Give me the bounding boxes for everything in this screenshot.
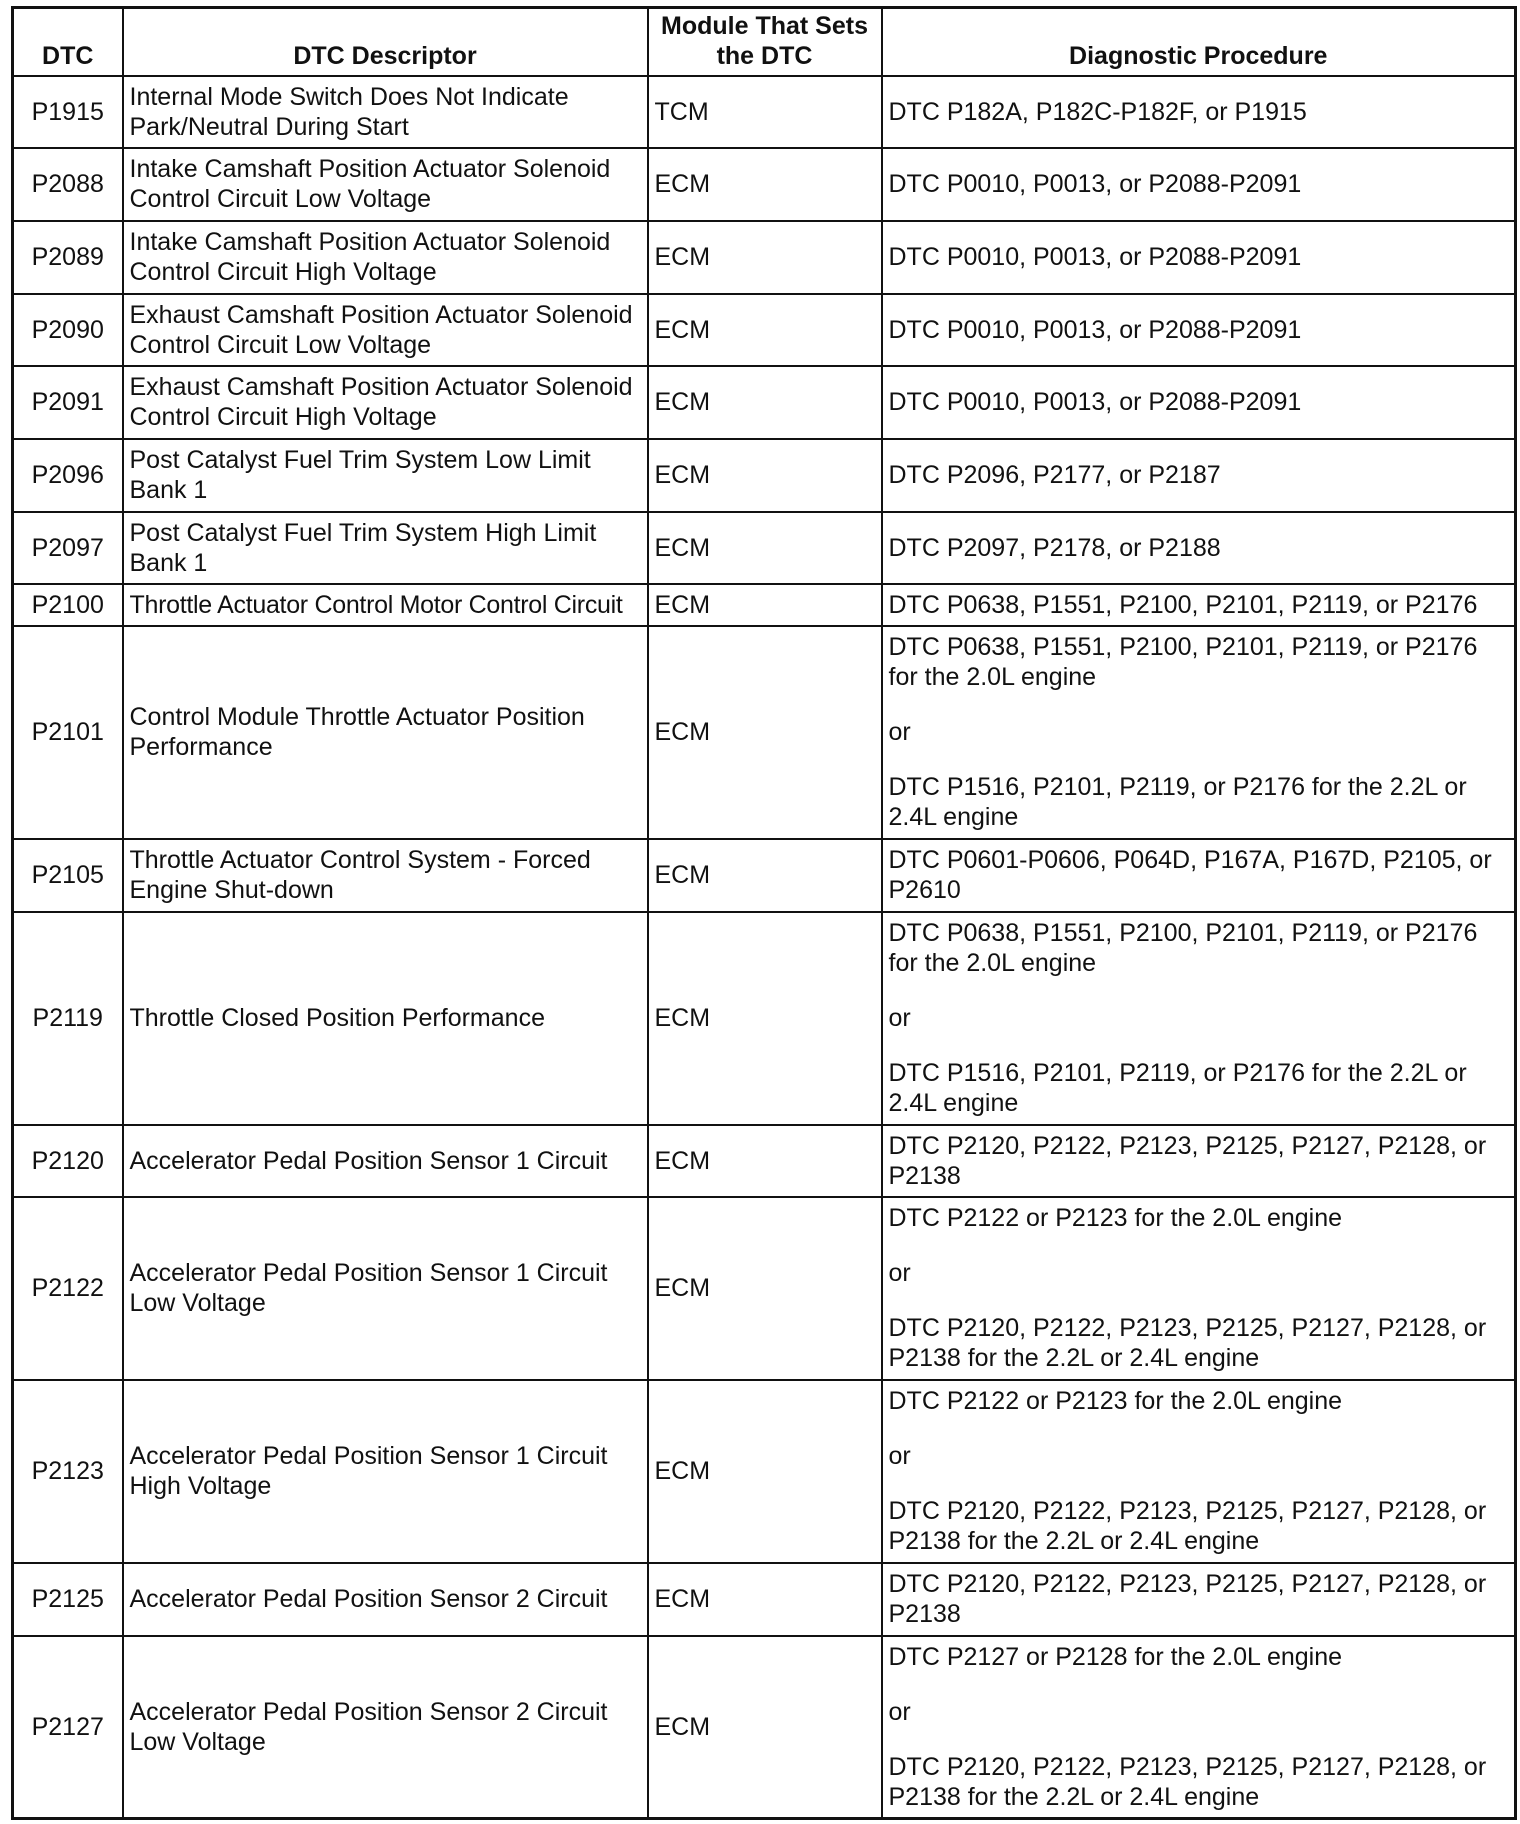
dtc-code: P2127: [13, 1636, 123, 1819]
diagnostic-procedure: [882, 839, 1516, 912]
dtc-code: P2120: [13, 1125, 123, 1197]
procedure-line: DTC P2120, P2122, P2123, P2125, P2127, P2128, or P2138: [888, 1131, 1487, 1190]
diagnostic-procedure: [882, 912, 1516, 1125]
diagnostic-procedure: [882, 1636, 1516, 1819]
module: ECM: [648, 912, 882, 1125]
dtc-code: P2097: [13, 512, 123, 584]
diagnostic-procedure: [882, 626, 1516, 839]
dtc-code: P2088: [13, 148, 123, 221]
table-row: [13, 76, 1516, 148]
table-row: [13, 148, 1516, 221]
header-procedure: Diagnostic Procedure: [882, 8, 1516, 76]
header-dtc: DTC: [13, 8, 123, 76]
dtc-descriptor: Control Module Throttle Actuator Position Performance: [123, 626, 648, 839]
table-row: [13, 1563, 1516, 1636]
module: ECM: [648, 584, 882, 626]
procedure-line: DTC P2122 or P2123 for the 2.0L engine: [888, 1387, 1343, 1415]
module: ECM: [648, 1125, 882, 1197]
diagnostic-procedure: [882, 221, 1516, 294]
table-row: [13, 839, 1516, 912]
procedure-line: DTC P2122 or P2123 for the 2.0L engine: [888, 1204, 1343, 1232]
dtc-code: P2125: [13, 1563, 123, 1636]
procedure-line: DTC P2120, P2122, P2123, P2125, P2127, P2128, or P2138 for the 2.2L or 2.4L engine: [888, 1314, 1487, 1372]
diagnostic-procedure: [882, 1380, 1516, 1563]
procedure-line: DTC P2120, P2122, P2123, P2125, P2127, P2128, or P2138 for the 2.2L or 2.4L engine: [888, 1497, 1487, 1555]
procedure-line: DTC P0010, P0013, or P2088-P2091: [888, 243, 1302, 271]
diagnostic-procedure: [882, 1197, 1516, 1380]
diagnostic-procedure: [882, 76, 1516, 148]
diagnostic-procedure: [882, 148, 1516, 221]
table-row: [13, 584, 1516, 626]
diagnostic-procedure: [882, 1563, 1516, 1636]
module: ECM: [648, 148, 882, 221]
procedure-line: or: [888, 718, 911, 746]
diagnostic-procedure: [882, 512, 1516, 584]
diagnostic-procedure: [882, 584, 1516, 626]
dtc-code: P2100: [13, 584, 123, 626]
dtc-descriptor: Throttle Actuator Control System - Forced Engine Shut-down: [123, 839, 648, 912]
procedure-line: DTC P0601-P0606, P064D, P167A, P167D, P2105, or P2610: [888, 846, 1492, 904]
module: ECM: [648, 439, 882, 512]
diagnostic-procedure: [882, 439, 1516, 512]
module: ECM: [648, 294, 882, 366]
module: ECM: [648, 1563, 882, 1636]
table-row: [13, 1380, 1516, 1563]
dtc-code: P2119: [13, 912, 123, 1125]
table-row: [13, 221, 1516, 294]
dtc-descriptor: Accelerator Pedal Position Sensor 1 Circuit High Voltage: [123, 1380, 648, 1563]
module: ECM: [648, 366, 882, 439]
dtc-code: P2089: [13, 221, 123, 294]
dtc-code: P2122: [13, 1197, 123, 1380]
procedure-line: DTC P0638, P1551, P2100, P2101, P2119, or P2176: [888, 590, 1478, 619]
procedure-line: DTC P182A, P182C-P182F, or P1915: [888, 97, 1307, 126]
procedure-line: DTC P2120, P2122, P2123, P2125, P2127, P2128, or P2138 for the 2.2L or 2.4L engine: [888, 1752, 1487, 1811]
header-module: Module That Sets the DTC: [648, 8, 882, 76]
table-row: [13, 1125, 1516, 1197]
dtc-table: [11, 6, 1517, 1820]
procedure-line: DTC P2127 or P2128 for the 2.0L engine: [888, 1642, 1343, 1671]
procedure-line: DTC P1516, P2101, P2119, or P2176 for the 2.2L or 2.4L engine: [888, 773, 1467, 831]
procedure-line: or: [888, 1004, 911, 1032]
module: TCM: [648, 76, 882, 148]
dtc-descriptor: Accelerator Pedal Position Sensor 2 Circuit Low Voltage: [123, 1636, 648, 1819]
dtc-descriptor: Post Catalyst Fuel Trim System Low Limit Bank 1: [123, 439, 648, 512]
procedure-line: DTC P0010, P0013, or P2088-P2091: [888, 315, 1302, 344]
module: ECM: [648, 221, 882, 294]
dtc-descriptor: Intake Camshaft Position Actuator Solenoid Control Circuit High Voltage: [123, 221, 648, 294]
table-row: [13, 439, 1516, 512]
procedure-line: or: [888, 1697, 911, 1726]
module: ECM: [648, 626, 882, 839]
procedure-line: DTC P2097, P2178, or P2188: [888, 533, 1221, 562]
procedure-line: DTC P1516, P2101, P2119, or P2176 for the 2.2L or 2.4L engine: [888, 1059, 1467, 1117]
dtc-descriptor: Throttle Closed Position Performance: [123, 912, 648, 1125]
dtc-code: P2090: [13, 294, 123, 366]
module: ECM: [648, 512, 882, 584]
procedure-line: DTC P0010, P0013, or P2088-P2091: [888, 170, 1302, 198]
procedure-line: DTC P2120, P2122, P2123, P2125, P2127, P2128, or P2138: [888, 1570, 1487, 1628]
diagnostic-procedure: [882, 1125, 1516, 1197]
table-row: [13, 1636, 1516, 1819]
module: ECM: [648, 839, 882, 912]
procedure-line: DTC P0638, P1551, P2100, P2101, P2119, or P2176 for the 2.0L engine: [888, 633, 1478, 691]
dtc-descriptor: Accelerator Pedal Position Sensor 2 Circuit: [123, 1563, 648, 1636]
dtc-code: P2101: [13, 626, 123, 839]
header-descriptor: DTC Descriptor: [123, 8, 648, 76]
dtc-descriptor: Accelerator Pedal Position Sensor 1 Circuit Low Voltage: [123, 1197, 648, 1380]
dtc-descriptor: Exhaust Camshaft Position Actuator Solenoid Control Circuit High Voltage: [123, 366, 648, 439]
dtc-code: P2096: [13, 439, 123, 512]
table-row: [13, 626, 1516, 839]
dtc-descriptor: Internal Mode Switch Does Not Indicate Park/Neutral During Start: [123, 76, 648, 148]
dtc-descriptor: Intake Camshaft Position Actuator Solenoid Control Circuit Low Voltage: [123, 148, 648, 221]
dtc-code: P2123: [13, 1380, 123, 1563]
table-row: [13, 366, 1516, 439]
diagnostic-procedure: [882, 366, 1516, 439]
procedure-line: DTC P2096, P2177, or P2187: [888, 461, 1221, 489]
dtc-descriptor: Post Catalyst Fuel Trim System High Limit Bank 1: [123, 512, 648, 584]
table-row: [13, 512, 1516, 584]
procedure-line: or: [888, 1259, 911, 1287]
procedure-line: or: [888, 1442, 911, 1470]
dtc-descriptor: Accelerator Pedal Position Sensor 1 Circuit: [123, 1125, 648, 1197]
diagnostic-procedure: [882, 294, 1516, 366]
procedure-line: DTC P0010, P0013, or P2088-P2091: [888, 388, 1302, 416]
procedure-line: DTC P0638, P1551, P2100, P2101, P2119, or P2176 for the 2.0L engine: [888, 919, 1478, 977]
header-row: [13, 8, 1516, 76]
dtc-code: P1915: [13, 76, 123, 148]
table-row: [13, 912, 1516, 1125]
dtc-code: P2105: [13, 839, 123, 912]
dtc-code: P2091: [13, 366, 123, 439]
dtc-descriptor: Exhaust Camshaft Position Actuator Solenoid Control Circuit Low Voltage: [123, 294, 648, 366]
module: ECM: [648, 1636, 882, 1819]
module: ECM: [648, 1197, 882, 1380]
module: ECM: [648, 1380, 882, 1563]
table-row: [13, 294, 1516, 366]
table-row: [13, 1197, 1516, 1380]
dtc-descriptor: Throttle Actuator Control Motor Control Circuit: [123, 584, 648, 626]
